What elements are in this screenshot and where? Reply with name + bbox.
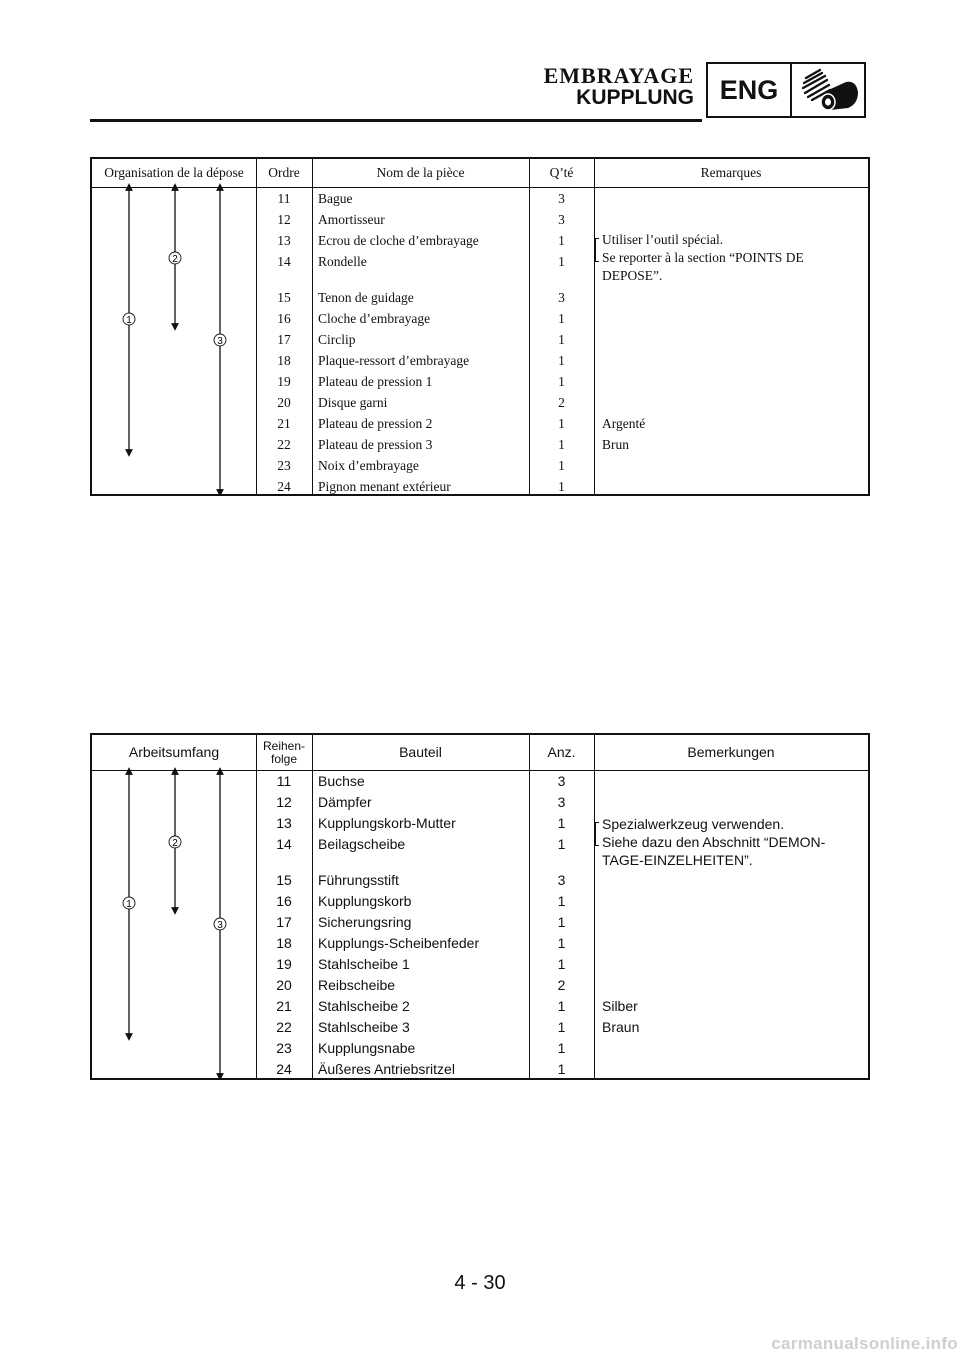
item-number: 24 <box>276 1061 292 1077</box>
header-order: Ordre <box>268 164 300 180</box>
part-name: Disque garni <box>318 395 388 410</box>
table-row <box>92 1059 868 1080</box>
part-name: Beilagscheibe <box>318 836 406 852</box>
quantity: 1 <box>557 1019 566 1035</box>
item-number: 19 <box>277 374 291 389</box>
quantity: 1 <box>557 998 566 1014</box>
part-name: Kupplungskorb <box>318 893 412 909</box>
quantity: 3 <box>558 191 565 206</box>
page-number: 4 - 30 <box>454 1272 506 1294</box>
part-name: Dämpfer <box>318 794 372 810</box>
item-number: 17 <box>276 914 292 930</box>
item-number: 21 <box>277 416 291 431</box>
table-row <box>92 975 868 996</box>
quantity: 3 <box>558 290 565 305</box>
table-row <box>92 996 868 1017</box>
item-number: 13 <box>277 233 291 248</box>
table-row <box>92 371 868 392</box>
bracket-remark-line: Utiliser l’outil spécial. <box>602 232 724 247</box>
svg-text:3: 3 <box>217 336 223 347</box>
part-name: Circlip <box>318 332 356 347</box>
quantity: 1 <box>558 332 565 347</box>
header-order <box>256 735 312 770</box>
header-order-line: Reihen- <box>262 738 306 753</box>
quantity: 2 <box>558 395 565 410</box>
item-number: 18 <box>277 353 291 368</box>
quantity: 3 <box>557 794 566 810</box>
part-name: Kupplungsnabe <box>318 1040 416 1056</box>
remark: Argenté <box>602 416 646 431</box>
item-number: 23 <box>277 458 291 473</box>
part-name: Kupplungs-Scheibenfeder <box>318 935 480 951</box>
table-row <box>92 188 868 209</box>
table-row <box>92 434 868 455</box>
removal-table-fr <box>90 157 870 496</box>
remark: Silber <box>602 998 638 1014</box>
quantity: 3 <box>557 773 566 789</box>
header-part: Nom de la pièce <box>376 164 465 180</box>
part-name: Ecrou de cloche d’embrayage <box>318 233 479 248</box>
item-number: 22 <box>277 437 291 452</box>
remark-bracket <box>595 238 599 262</box>
table-row <box>92 350 868 371</box>
quantity: 1 <box>558 416 565 431</box>
quantity: 1 <box>557 836 566 852</box>
part-name: Stahlscheibe 2 <box>318 998 410 1014</box>
item-number: 17 <box>277 332 291 347</box>
quantity: 1 <box>558 458 565 473</box>
bracket-remark-line: Siehe dazu den Abschnitt “DEMON- <box>602 834 826 850</box>
table-row <box>92 476 868 497</box>
quantity: 1 <box>557 1040 566 1056</box>
part-name: Führungsstift <box>318 872 399 888</box>
quantity: 1 <box>558 254 565 269</box>
remark: Braun <box>602 1019 640 1035</box>
part-name: Buchse <box>318 773 365 789</box>
svg-text:1: 1 <box>126 899 132 910</box>
header-scope: Organisation de la dépose <box>104 164 244 180</box>
quantity: 1 <box>557 914 566 930</box>
header-order-line: folge <box>270 751 298 766</box>
removal-table-de <box>90 733 870 1080</box>
table-row <box>92 209 868 230</box>
item-number: 16 <box>277 311 291 326</box>
header-rule <box>90 119 702 122</box>
quantity: 1 <box>557 956 566 972</box>
table-row <box>92 771 868 792</box>
section-tab <box>706 62 866 118</box>
table-row <box>92 954 868 975</box>
quantity: 1 <box>558 437 565 452</box>
part-name: Amortisseur <box>318 212 385 227</box>
part-name: Kupplungskorb-Mutter <box>318 815 456 831</box>
table-row <box>92 287 868 308</box>
item-number: 24 <box>277 479 291 494</box>
part-name: Äußeres Antriebsritzel <box>318 1061 455 1077</box>
table-row <box>92 933 868 954</box>
header-scope: Arbeitsumfang <box>128 744 220 761</box>
item-number: 15 <box>277 290 291 305</box>
item-number: 11 <box>276 773 292 789</box>
remark-bracket <box>595 822 599 846</box>
bracket-remark-line: DEPOSE”. <box>602 268 663 283</box>
quantity: 1 <box>558 374 565 389</box>
part-name: Rondelle <box>318 254 367 269</box>
header-part: Bauteil <box>399 744 442 761</box>
table-row <box>92 392 868 413</box>
item-number: 19 <box>276 956 292 972</box>
bracket-remark-line: Spezialwerkzeug verwenden. <box>602 816 785 832</box>
quantity: 2 <box>557 977 566 993</box>
svg-text:2: 2 <box>172 254 178 265</box>
table-row <box>92 308 868 329</box>
part-name: Plateau de pression 1 <box>318 374 433 389</box>
bracket-remark-line: TAGE-EINZELHEITEN”. <box>602 852 753 868</box>
part-name: Stahlscheibe 3 <box>318 1019 410 1035</box>
quantity: 3 <box>557 872 566 888</box>
part-name: Bague <box>318 191 353 206</box>
section-label: ENG <box>708 64 792 116</box>
item-number: 12 <box>277 212 291 227</box>
svg-text:2: 2 <box>172 838 178 849</box>
item-number: 14 <box>277 254 291 269</box>
bracket-remark <box>602 231 804 285</box>
quantity: 1 <box>557 815 566 831</box>
item-number: 12 <box>276 794 292 810</box>
table-row <box>92 891 868 912</box>
table-row <box>92 1038 868 1059</box>
table-row <box>92 329 868 350</box>
quantity: 1 <box>558 479 565 494</box>
header-qty: Q’té <box>549 164 574 180</box>
section-title-fr: EMBRAYAGE <box>543 63 694 88</box>
quantity: 1 <box>557 1061 566 1077</box>
table-row <box>92 413 868 434</box>
svg-text:3: 3 <box>217 920 223 931</box>
part-name: Cloche d’embrayage <box>318 311 431 326</box>
table-row <box>92 912 868 933</box>
item-number: 11 <box>277 191 291 206</box>
part-name: Pignon menant extérieur <box>318 479 451 494</box>
quantity: 3 <box>558 212 565 227</box>
quantity: 1 <box>558 233 565 248</box>
item-number: 16 <box>276 893 292 909</box>
quantity: 1 <box>558 353 565 368</box>
item-number: 14 <box>276 836 292 852</box>
engine-piston-icon <box>794 66 862 114</box>
part-name: Plateau de pression 3 <box>318 437 433 452</box>
header-remarks: Bemerkungen <box>687 744 775 761</box>
watermark: carmanualsonline.info <box>771 1334 958 1353</box>
part-name: Plateau de pression 2 <box>318 416 433 431</box>
table-row <box>92 792 868 813</box>
item-number: 15 <box>276 872 292 888</box>
quantity: 1 <box>557 935 566 951</box>
header-qty: Anz. <box>547 744 576 761</box>
item-number: 20 <box>277 395 291 410</box>
part-name: Sicherungsring <box>318 914 412 930</box>
quantity: 1 <box>557 893 566 909</box>
section-title-de: KUPPLUNG <box>576 86 694 109</box>
part-name: Plaque-ressort d’embrayage <box>318 353 470 368</box>
part-name: Reibscheibe <box>318 977 396 993</box>
item-number: 13 <box>276 815 292 831</box>
part-name: Tenon de guidage <box>318 290 414 305</box>
table-row <box>92 870 868 891</box>
svg-text:1: 1 <box>126 315 132 326</box>
bracket-remark-line: Se reporter à la section “POINTS DE <box>602 250 804 265</box>
remark: Brun <box>602 437 629 452</box>
table-row <box>92 1017 868 1038</box>
quantity: 1 <box>558 311 565 326</box>
part-name: Stahlscheibe 1 <box>318 956 410 972</box>
item-number: 18 <box>276 935 292 951</box>
header-remarks: Remarques <box>700 164 762 180</box>
part-name: Noix d’embrayage <box>318 458 419 473</box>
table-row <box>92 455 868 476</box>
item-number: 21 <box>276 998 292 1014</box>
item-number: 22 <box>276 1019 292 1035</box>
item-number: 20 <box>276 977 292 993</box>
bracket-remark <box>602 815 825 869</box>
item-number: 23 <box>276 1040 292 1056</box>
